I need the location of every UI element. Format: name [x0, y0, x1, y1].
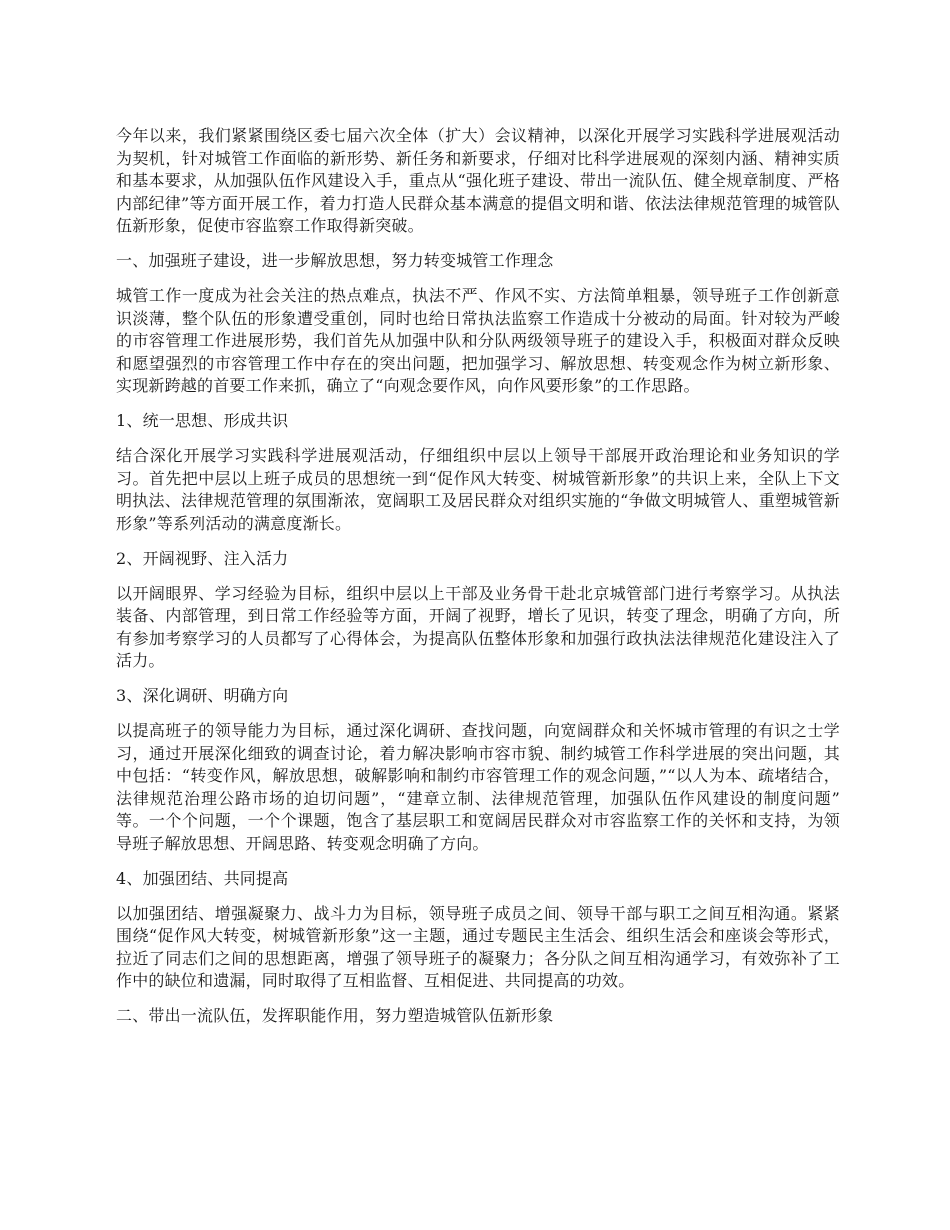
subsection-1-2-paragraph: 以开阔眼界、学习经验为目标，组织中层以上干部及业务骨干赴北京城管部门进行考察学习。从执法装备、内部管理，到日常工作经验等方面，开阔了视野，增长了见识，转变了理念，明确了方向，所有参加考察学习的人员都写了心得体会，为提高队伍整体形象和加强行政执法法律规范化建设注入了活力。 [116, 583, 840, 670]
section-1-paragraph: 城管工作一度成为社会关注的热点难点，执法不严、作风不实、方法简单粗暴，领导班子工作创新意识淡薄，整个队伍的形象遭受重创，同时也给日常执法监察工作造成十分被动的局面。针对较为严峻的市容管理工作进展形势，我们首先从加强中队和分队两级领导班子的建设入手，积极面对群众反映和愿望强烈的市容管理工作中存在的突出问题，把加强学习、解放思想、转变观念作为树立新形象、实现新跨越的首要工作来抓，确立了“向观念要作风，向作风要形象”的工作思路。 [116, 286, 840, 395]
subsection-1-1-paragraph: 结合深化开展学习实践科学进展观活动，仔细组织中层以上领导干部展开政治理论和业务知识的学习。首先把中层以上班子成员的思想统一到“促作风大转变、树城管新形象”的共识上来，全队上下文明执法、法律规范管理的氛围渐浓，宽阔职工及居民群众对组织实施的“争做文明城管人、重塑城管新形象”等系列活动的满意度渐长。 [116, 446, 840, 533]
document-body [116, 125, 840, 1040]
subheading-1-2: 2、开阔视野、注入活力 [116, 548, 289, 568]
section-heading-2: 二、带出一流队伍，发挥职能作用，努力塑造城管队伍新形象 [116, 1006, 554, 1025]
subsection-1-4-paragraph: 以加强团结、增强凝聚力、战斗力为目标，领导班子成员之间、领导干部与职工之间互相沟通。紧紧围绕“促作风大转变，树城管新形象”这一主题，通过专题民主生活会、组织生活会和座谈会等形式，拉近了同志们之间的思想距离，增强了领导班子的凝聚力；各分队之间互相沟通学习，有效弥补了工作中的缺位和遗漏，同时取得了互相监督、互相促进、共同提高的功效。 [116, 903, 840, 990]
subheading-1-3: 3、深化调研、明确方向 [116, 686, 289, 705]
intro-paragraph: 今年以来，我们紧紧围绕区委七届六次全体（扩大）会议精神，以深化开展学习实践科学进展观活动为契机，针对城管工作面临的新形势、新任务和新要求，仔细对比科学进展观的深刻内涵、精神实质和基本要求，从加强队伍作风建设入手，重点从“强化班子建设、带出一流队伍、健全规章制度、严格内部纪律”等方面开展工作，着力打造人民群众基本满意的提倡文明和谐、依法法律规范管理的城管队伍新形象，促使市容监察工作取得新突破。 [116, 126, 840, 235]
subheading-1-4: 4、加强团结、共同提高 [116, 868, 289, 888]
section-heading-1: 一、加强班子建设，进一步解放思想，努力转变城管工作理念 [116, 251, 554, 270]
subheading-1-1: 1、统一思想、形成共识 [116, 411, 289, 430]
subsection-1-3-paragraph: 以提高班子的领导能力为目标，通过深化调研、查找问题，向宽阔群众和关怀城市管理的有识之士学习，通过开展深化细致的调查讨论，着力解决影响市容市貌、制约城管工作科学进展的突出问题，其中包括：“转变作风，解放思想，破解影响和制约市容管理工作的观念问题，”“以人为本、疏堵结合，法律规范治理公路市场的迫切问题”，“建章立制、法律规范管理，加强队伍作风建设的制度问题” 等。一个个问题，一个个课题，饱含了基层职工和宽阔居民群众对市容监察工作的关怀和支持，为领导班子解放思想、开阔思路、转变观念明确了方向。 [116, 721, 840, 853]
